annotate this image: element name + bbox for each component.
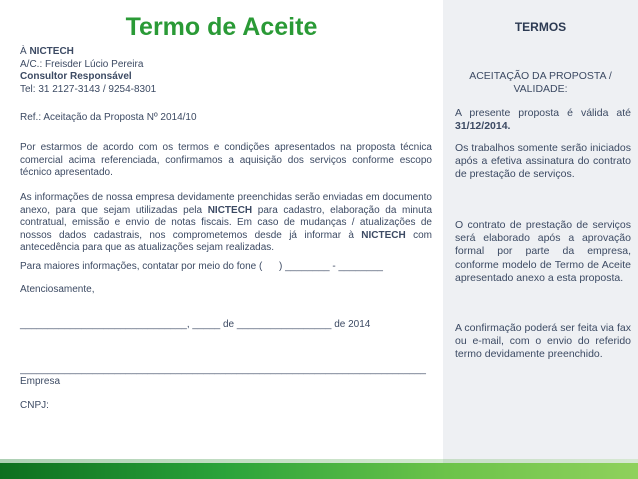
footer-green-bar bbox=[0, 463, 638, 479]
recipient-attn: A/C.: Freisder Lúcio Pereira bbox=[20, 58, 144, 70]
sidebar-title: TERMOS bbox=[514, 20, 567, 34]
contact-line: Para maiores informações, contatar por meio do fone ( ) ________ - ________ bbox=[20, 261, 383, 272]
sidebar-validity-date: 31/12/2014. bbox=[455, 120, 511, 133]
paragraph-agreement: Por estarmos de acordo com os termos e condições apresentados na proposta técnica comercial acima referenciada, confirmamos a aquisição dos serviços conforme escopo técnico apresentado. bbox=[20, 142, 432, 178]
signature-line: _________________________________________________________________________ bbox=[20, 364, 426, 375]
document-title: Termo de Aceite bbox=[125, 13, 318, 41]
recipient-prefix: À bbox=[20, 46, 27, 57]
closing-text: Atenciosamente, bbox=[20, 284, 95, 295]
company-label: Empresa bbox=[20, 376, 61, 387]
date-line: ______________________________, _____ de _________________ de 2014 bbox=[20, 319, 371, 330]
sidebar-paragraph-contract-start: Os trabalhos somente serão iniciados após a efetiva assinatura do contrato de prestação de serviços. bbox=[455, 142, 631, 181]
reference-line: Ref.: Aceitação da Proposta Nº 2014/10 bbox=[20, 112, 197, 123]
paragraph-information-part1: As informações de nossa empresa devidamente preenchidas serão enviadas em documento anexo, para que sejam utilizadas pela bbox=[20, 192, 432, 216]
recipient-phone: Tel: 31 2127-3143 / 9254-8301 bbox=[20, 83, 157, 95]
sidebar-paragraph-confirmation: A confirmação poderá ser feita via fax ou e-mail, com o envio do referido termo devidamente preenchido. bbox=[455, 322, 631, 361]
sidebar-validity bbox=[455, 107, 631, 133]
paragraph-information bbox=[20, 192, 432, 255]
paragraph-information-company: NICTECH bbox=[207, 204, 253, 216]
recipient-company: NICTECH bbox=[29, 46, 74, 57]
cnpj-label: CNPJ: bbox=[20, 400, 49, 411]
recipient-line bbox=[20, 46, 432, 59]
sidebar-subtitle: ACEITAÇÃO DA PROPOSTA / VALIDADE: bbox=[469, 70, 612, 95]
paragraph-information-part2: para cadastro, elaboração da minuta contratual, emissão e envio de notas fiscais. Em caso de mudanças / atualizações de nossos dados cadastrais, nos comprometemos desde já informar à bbox=[20, 204, 433, 241]
recipient-role: Consultor Responsável bbox=[20, 71, 132, 82]
paragraph-information-part3: com antecedência para que as atualizações sejam realizadas. bbox=[20, 229, 433, 253]
paragraph-information-company-2: NICTECH bbox=[361, 229, 406, 241]
sidebar-paragraph-contract-model: O contrato de prestação de serviços será elaborado após a aprovação formal por parte da empresa, conforme modelo de Termo de Aceite apresentado anexo a esta proposta. bbox=[455, 219, 631, 284]
sidebar-validity-text: A presente proposta é válida até bbox=[455, 107, 631, 119]
